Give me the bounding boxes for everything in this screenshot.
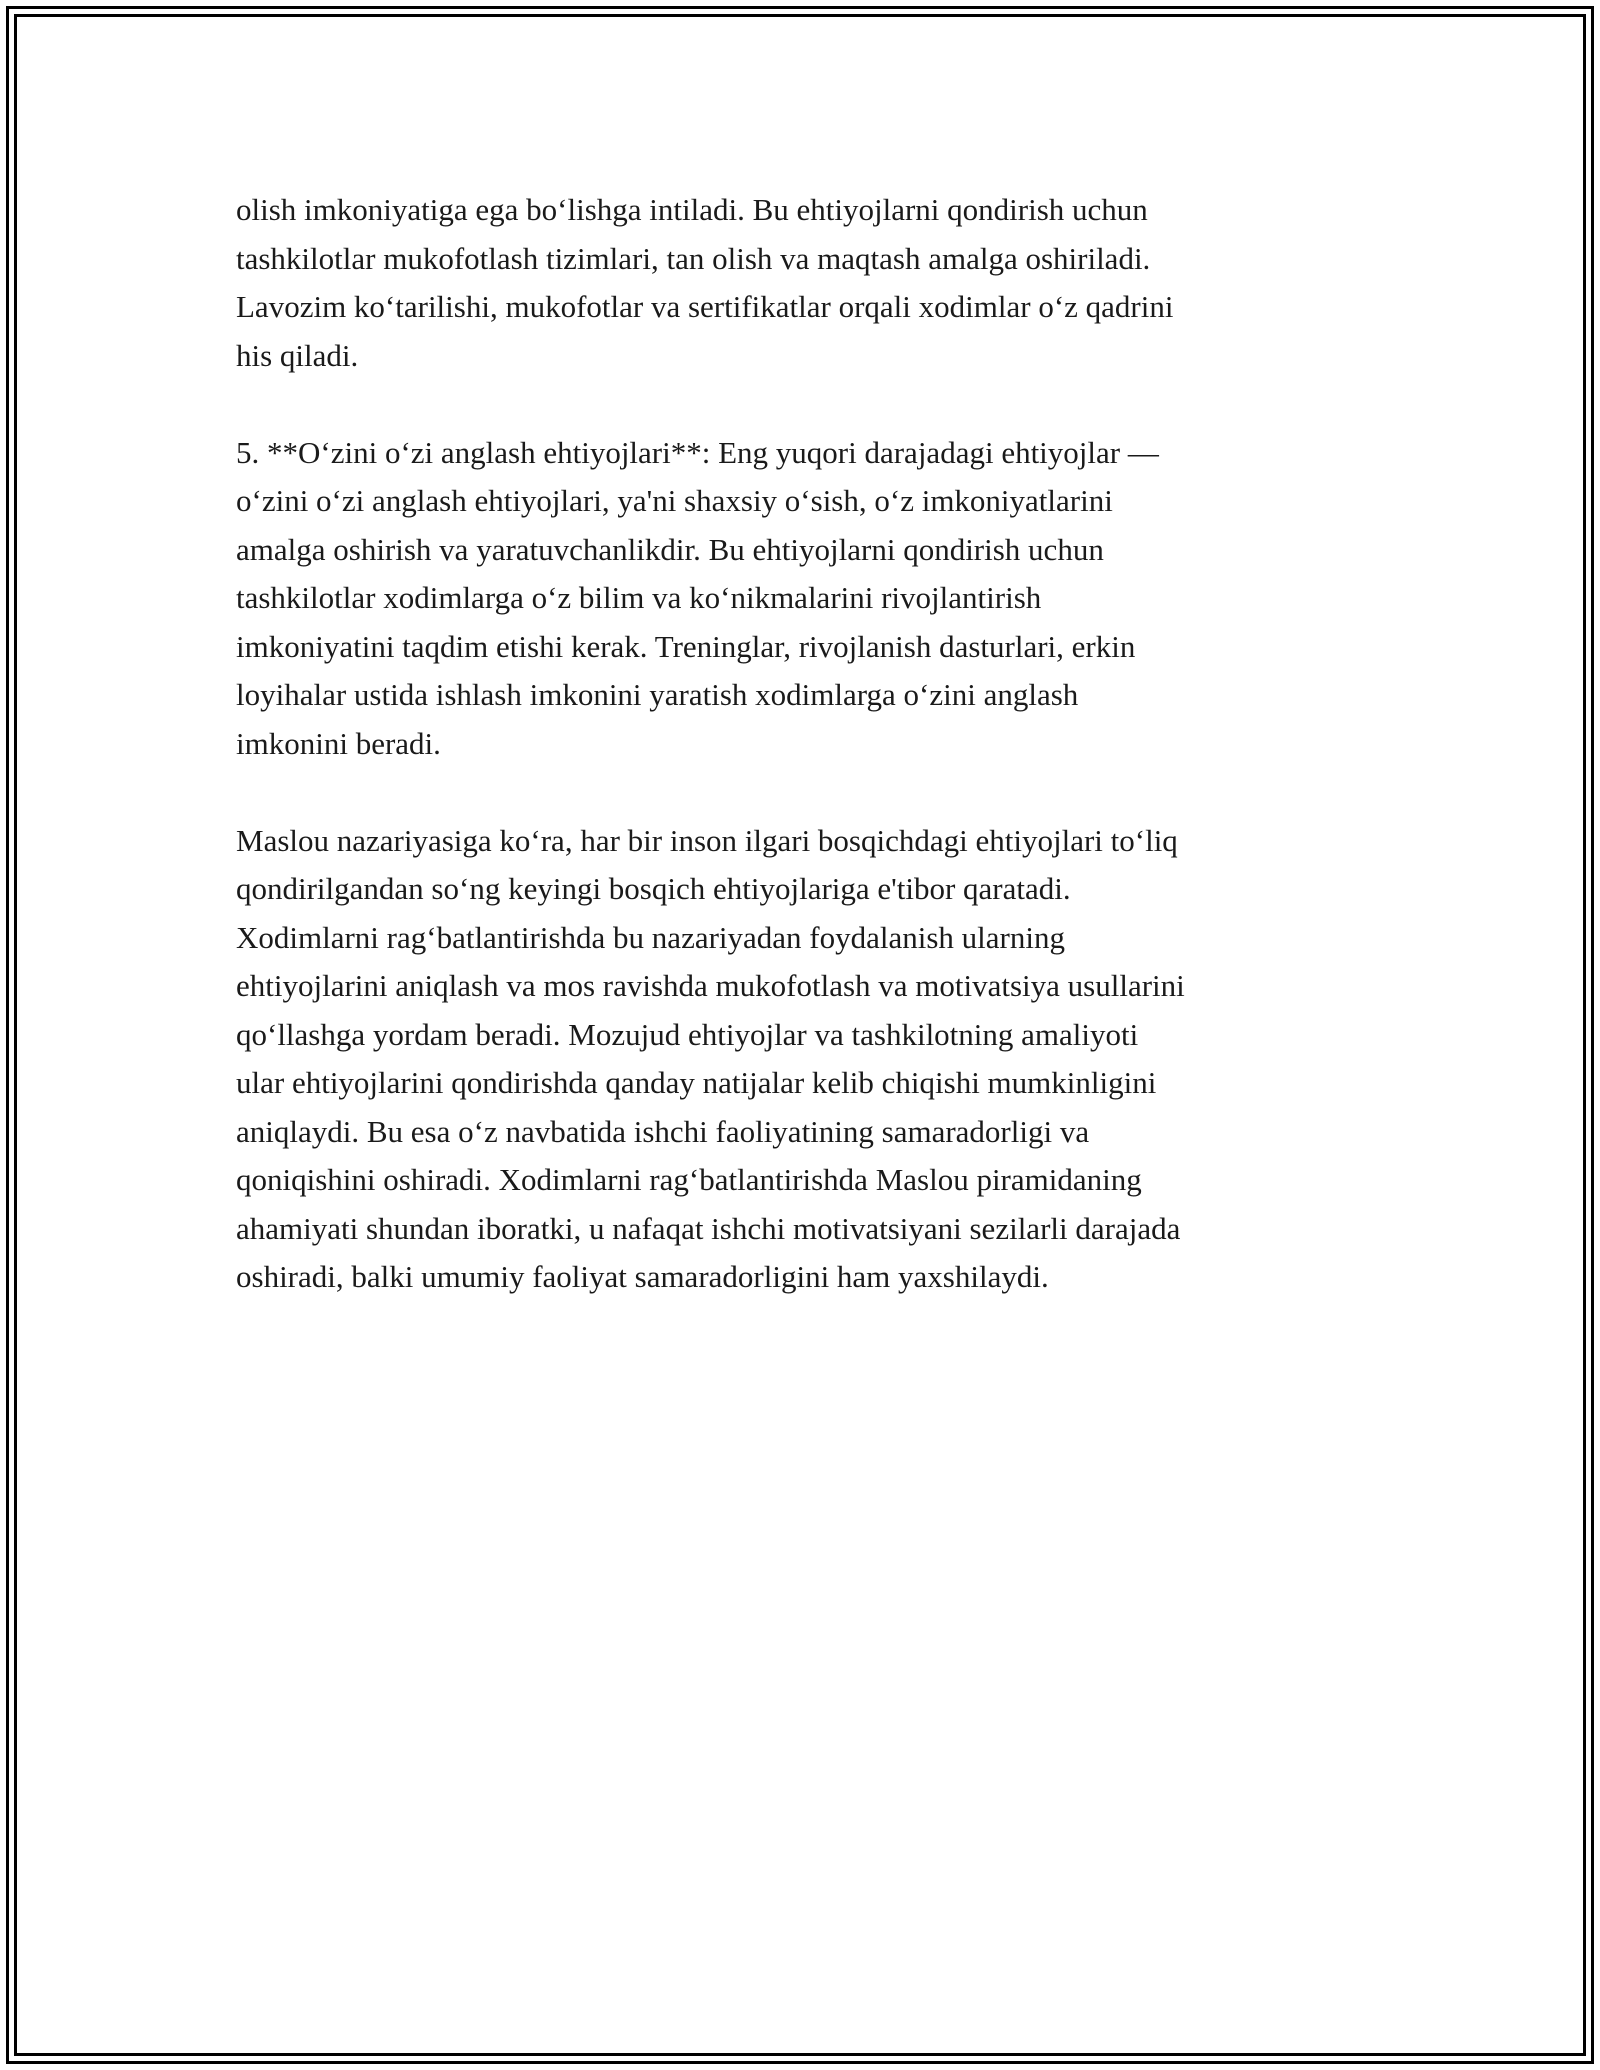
text-line: loyihalar ustida ishlash imkonini yaratish xodimlarga o‘zini anglash [236,677,1079,712]
text-line: imkonini beradi. [236,725,441,761]
text-line: tashkilotlar mukofotlash tizimlari, tan olish va maqtash amalga oshiriladi. [236,240,1151,276]
text-line: Maslou nazariyasiga ko‘ra, har bir inson ilgari bosqichdagi ehtiyojlari to‘liq [236,822,1178,858]
text-line: qoniqishini oshiradi. Xodimlarni rag‘batlantirishda Maslou piramidaning [236,1162,1142,1197]
text-line: ahamiyati shundan iboratki, u nafaqat ishchi motivatsiyani sezilarli darajada [236,1210,1181,1246]
text-line: aniqlaydi. Bu esa o‘z navbatida ishchi faoliyatining samaradorligi va [236,1113,1090,1149]
text-line: o‘zini o‘zi anglash ehtiyojlari, ya'ni shaxsiy o‘sish, o‘z imkoniyatlarini [236,483,1113,518]
paragraph-esteem-needs [236,186,1366,380]
text-line: Xodimlarni rag‘batlantirishda bu nazariyadan foydalanish ularning [236,919,1065,955]
text-line: ular ehtiyojlarini qondirishda qanday natijalar kelib chiqishi mumkinligini [236,1065,1157,1100]
text-line: olish imkoniyatiga ega bo‘lishga intiladi. Bu ehtiyojlarni qondirish uchun [236,192,1148,227]
text-line: 5. **O‘zini o‘zi anglash ehtiyojlari**: Eng yuqori darajadagi ehtiyojlar — [236,434,1159,470]
text-line: Lavozim ko‘tarilishi, mukofotlar va sertifikatlar orqali xodimlar o‘z qadrini [236,289,1174,324]
paragraph-self-actualization [236,429,1366,769]
page-content [236,186,1366,1350]
text-line: qo‘llashga yordam beradi. Mozujud ehtiyojlar va tashkilotning amaliyoti [236,1016,1139,1052]
text-line: amalga oshirish va yaratuvchanlikdir. Bu ehtiyojlarni qondirish uchun [236,531,1104,567]
text-line: imkoniyatini taqdim etishi kerak. Treninglar, rivojlanish dasturlari, erkin [236,628,1136,664]
text-line: oshiradi, balki umumiy faoliyat samaradorligini ham yaxshilaydi. [236,1259,1049,1294]
text-line: his qiladi. [236,337,359,373]
text-line: qondirilgandan so‘ng keyingi bosqich ehtiyojlariga e'tibor qaratadi. [236,871,1071,906]
text-line: tashkilotlar xodimlarga o‘z bilim va ko‘nikmalarini rivojlantirish [236,580,1042,615]
paragraph-maslow-conclusion [236,817,1366,1302]
text-line: ehtiyojlarini aniqlash va mos ravishda mukofotlash va motivatsiya usullarini [236,968,1185,1003]
